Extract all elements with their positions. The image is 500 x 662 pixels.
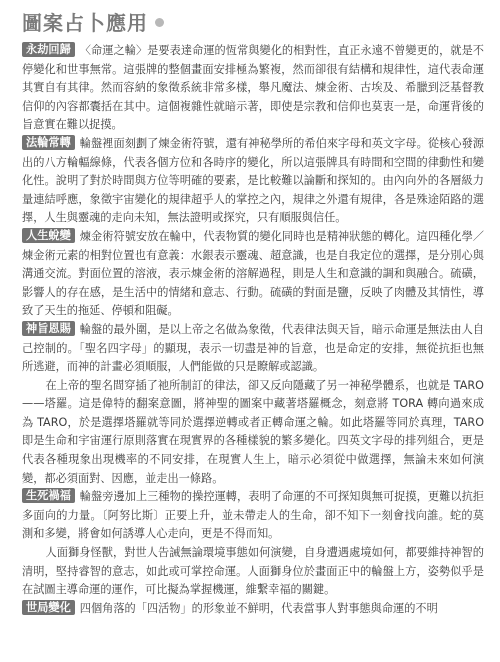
paragraph-taro-tora: [22, 377, 484, 489]
article-body: [22, 42, 484, 618]
paragraph-text: 〈命運之輪〉是要表達命運的恆常與變化的相對性，直正永遠不曾變更的，就是不停變化和世事無常。這張牌的整個畫面安排極為繁複，然而卻很有結構和規律性，這代表命運其實自有其律。然而容納的象徵系統非常多樣，舉凡魔法、煉金術、古埃及、希臘到泛基督教信仰的內容都囊括在其中。這個複雜性就暗示著，即使是宗教和信仰也莫衷一是，命運背後的旨意實在難以捉摸。: [22, 44, 484, 132]
section-tag: 神旨恩賜: [22, 321, 75, 336]
paragraph-sphinx: [22, 544, 484, 600]
paragraph-text: 輪盤裡面刻劃了煉金術符號，還有神秘學所的希伯來字母和英文字母。從核心發源出的八方輪輻線條，代表各個方位和各時序的變化，所以這張牌具有時間和空間的律動性和變化性。說明了對於時間與方位等明確的要素，是比較難以論斷和探知的。由內向外的各層級力量連結呼應，象徵宇宙變化的規律超乎人的掌控之內，規律之外還有規律，各是殊途陌路的選擇，人生與靈魂的走向未知，無法證明或探究，只有順服與信任。: [22, 136, 484, 225]
paragraph-text: 在上帝的聖名間穿插了祂所制訂的律法，卻又反向隱藏了另一神秘學體系，也就是 TARO——塔羅。這是偉特的翻案意圖，將神聖的圖案中藏著塔羅概念，刻意將 TORA 轉向過來成為 TARO，於是選擇塔羅就等同於選擇逆轉或者正轉命運之輪。如此塔羅等同於真理，TARO 即是生命和宇宙運行原則落實在現實界的各種樣貌的繁多變化。四英文字母的排列組合，更是代表各種現象出現機率的不同安排，在現實人生上，暗示必須從中做選擇，無論未來如何演變，都必須面對、因應，並走出一條路。: [22, 378, 484, 485]
paragraph-text: 煉金術符號安放在輪中，代表物質的變化同時也是精神狀態的轉化。這四種化學／煉金術元素的相對位置也有意義：水銀表示靈魂、超意識，也是自我定位的選擇，是分別心與溝通交流。對面位置的溶液，表示煉金術的溶解過程，則是人生和意識的調和與融合。硫磺，影響人的存在感，是生活中的情緒和意志、行動。硫磺的對面是鹽，反映了肉體及其情性，導致了天生的拖延、停頓和阻礙。: [22, 229, 484, 318]
paragraph-eternal-return: [22, 42, 484, 135]
paragraph-text: 人面獅身怪獸，對世人告誡無論環境事態如何演變，自身遭遇處境如何，都要維持神智的清明，堅持睿智的意志，如此或可掌控命運。人面獅身位於畫面正中的輪盤上方，姿勢似乎是在試圖主導命運的運作，可比擬為掌握機運，維繫幸福的關鍵。: [22, 546, 484, 597]
section-tag: 永劫回歸: [22, 42, 75, 57]
section-tag: 世局變化: [22, 600, 75, 615]
paragraph-life-transformation: [22, 228, 484, 321]
bullet-dot-icon: [155, 18, 164, 27]
paragraph-text: 四個角落的「四活物」的形象並不鮮明，代表當事人對事態與命運的不明: [79, 601, 438, 615]
paragraph-fortune: [22, 488, 484, 544]
section-tag: 人生蛻變: [22, 228, 75, 243]
paragraph-text: 輪盤旁邊加上三種物的操控運轉，表明了命運的不可探知與無可捉摸，更難以抗拒多面向的力量。〔阿努比斯〕正要上升，並未帶走人的生命，卻不知下一刻會找向誰。蛇的莫測和多變，將會如何誘導人心走向，更是不得而知。: [22, 490, 484, 541]
paragraph-dharma-wheel: [22, 135, 484, 228]
header: [22, 6, 484, 36]
paragraph-world-change: [22, 600, 484, 619]
section-tag: 法輪常轉: [22, 135, 75, 150]
page-title: 圖案占卜應用: [22, 10, 148, 35]
paragraph-divine-grace: [22, 321, 484, 377]
paragraph-text: 輪盤的最外圍，是以上帝之名做為象徵，代表律法與天旨，暗示命運是無法由人自己控制的。「聖名四字母」的顯現，表示一切盡是神的旨意，也是命定的安排，無從抗拒也無所逃避，而神的計畫必須順服，人們能做的只是瞭解或認識。: [22, 322, 484, 374]
section-tag: 生死禍福: [22, 488, 75, 503]
